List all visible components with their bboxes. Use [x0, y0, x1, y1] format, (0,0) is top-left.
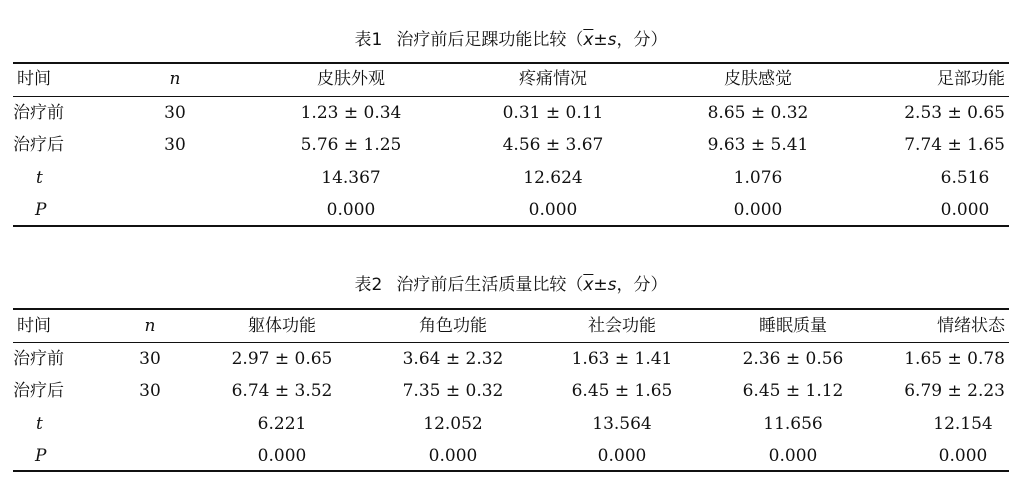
table-2-bottom-rule — [13, 470, 1009, 472]
table-cell: 7.35 ± 0.32 — [402, 381, 504, 401]
mean-symbol: $\overline{x}$ — [583, 30, 594, 50]
table-1-number: 表1 — [354, 30, 383, 50]
table-cell: P — [35, 200, 47, 220]
table-1-header-row — [0, 64, 1022, 94]
table-cell: 0.000 — [428, 446, 478, 466]
table-cell: 2.97 ± 0.65 — [231, 349, 333, 369]
table-row — [0, 98, 1022, 128]
table-cell: 0.000 — [768, 446, 818, 466]
table-cell: 11.656 — [763, 414, 823, 434]
table-cell: 13.564 — [592, 414, 652, 434]
table-cell: 0.000 — [257, 446, 307, 466]
table-cell: 治疗后 — [13, 135, 64, 155]
table-row — [0, 376, 1022, 406]
table-cell: 5.76 ± 1.25 — [300, 135, 402, 155]
table-cell: 6.45 ± 1.12 — [742, 381, 844, 401]
table-cell: 12.052 — [423, 414, 483, 434]
column-header: 角色功能 — [419, 316, 487, 336]
table-cell: t — [36, 414, 43, 434]
table-cell: 30 — [164, 103, 186, 123]
table-row — [0, 441, 1022, 471]
table-row — [0, 163, 1022, 193]
table-2-header-row — [0, 311, 1022, 341]
column-header: 时间 — [17, 316, 51, 336]
column-header: 睡眠质量 — [759, 316, 827, 336]
table-cell: 0.000 — [938, 446, 988, 466]
table-cell: 9.63 ± 5.41 — [707, 135, 809, 155]
table-1-title — [0, 28, 1022, 52]
table-cell: 0.000 — [528, 200, 578, 220]
table-cell: 7.74 ± 1.65 — [904, 135, 1005, 155]
table-cell: 12.624 — [523, 168, 583, 188]
table-cell: 6.45 ± 1.65 — [571, 381, 673, 401]
table-cell: t — [36, 168, 43, 188]
table-cell: 12.154 — [933, 414, 993, 434]
table-cell: 6.221 — [257, 414, 307, 434]
table-cell: 2.36 ± 0.56 — [742, 349, 844, 369]
column-header: 皮肤外观 — [317, 69, 385, 89]
table-2-number: 表2 — [354, 275, 383, 295]
table-cell: 0.000 — [940, 200, 990, 220]
table-cell: 0.000 — [733, 200, 783, 220]
column-header: 疼痛情况 — [519, 69, 587, 89]
column-header: 时间 — [17, 69, 51, 89]
plus-minus-symbol: ± — [593, 275, 608, 295]
table-cell: 6.79 ± 2.23 — [904, 381, 1005, 401]
column-header: n — [144, 316, 156, 336]
sd-symbol: s — [607, 275, 617, 295]
column-header: 情绪状态 — [937, 316, 1005, 336]
table-1-title-text: 治疗前后足踝功能比较（ — [396, 30, 584, 50]
table-cell: 30 — [164, 135, 186, 155]
table-1-bottom-rule — [13, 225, 1009, 227]
table-cell: 4.56 ± 3.67 — [502, 135, 604, 155]
table-1-header-rule — [13, 96, 1009, 97]
table-cell: 6.74 ± 3.52 — [231, 381, 333, 401]
table-cell: 1.23 ± 0.34 — [300, 103, 402, 123]
table-cell: P — [35, 446, 47, 466]
table-cell: 1.65 ± 0.78 — [904, 349, 1005, 369]
column-header: 躯体功能 — [248, 316, 316, 336]
table-cell: 14.367 — [321, 168, 381, 188]
table-cell: 治疗前 — [13, 349, 64, 369]
table-2-header-rule — [13, 342, 1009, 343]
table-cell: 6.516 — [940, 168, 990, 188]
table-row — [0, 344, 1022, 374]
table-cell: 8.65 ± 0.32 — [707, 103, 809, 123]
table-cell: 0.000 — [326, 200, 376, 220]
table-2-title-unit: ，分） — [616, 275, 668, 295]
table-2-title — [0, 273, 1022, 297]
table-cell: 30 — [139, 381, 161, 401]
table-1-title-unit: ，分） — [616, 30, 668, 50]
table-cell: 2.53 ± 0.65 — [904, 103, 1005, 123]
mean-symbol: $\overline{x}$ — [583, 275, 594, 295]
column-header: 皮肤感觉 — [724, 69, 792, 89]
table-cell: 30 — [139, 349, 161, 369]
plus-minus-symbol: ± — [593, 30, 608, 50]
sd-symbol: s — [607, 30, 617, 50]
table-row — [0, 130, 1022, 160]
table-2-top-rule — [13, 308, 1009, 310]
table-cell: 治疗前 — [13, 103, 64, 123]
table-cell: 1.63 ± 1.41 — [571, 349, 673, 369]
column-header: 足部功能 — [937, 69, 1005, 89]
table-row — [0, 195, 1022, 225]
column-header: 社会功能 — [588, 316, 656, 336]
table-cell: 3.64 ± 2.32 — [402, 349, 504, 369]
column-header: n — [169, 69, 181, 89]
table-cell: 0.31 ± 0.11 — [502, 103, 604, 123]
table-2-title-text: 治疗前后生活质量比较（ — [396, 275, 584, 295]
table-row — [0, 409, 1022, 439]
table-cell: 治疗后 — [13, 381, 64, 401]
table-cell: 1.076 — [733, 168, 783, 188]
table-cell: 0.000 — [597, 446, 647, 466]
